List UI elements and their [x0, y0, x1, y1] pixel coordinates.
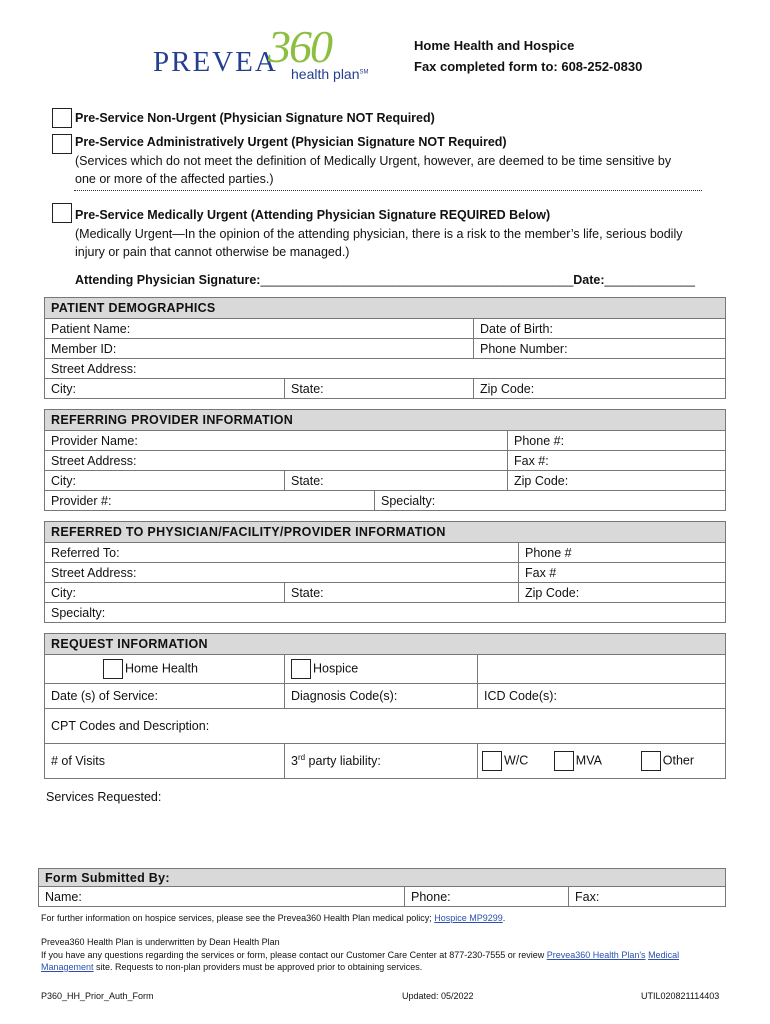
logo-number: 360	[268, 21, 331, 72]
submitter-phone-field[interactable]: Phone:	[405, 887, 569, 907]
medically-urgent-desc-2: injury or pain that cannot otherwise be managed.)	[75, 245, 350, 259]
home-health-option[interactable]: Home Health	[45, 655, 285, 684]
liability-options	[478, 744, 726, 779]
state-field[interactable]: State:	[285, 379, 474, 399]
admin-urgent-label: Pre-Service Administratively Urgent (Physician Signature NOT Required)	[75, 135, 507, 149]
provider-name-field[interactable]: Provider Name:	[45, 431, 508, 451]
referred-to-table	[44, 521, 726, 623]
dob-field[interactable]: Date of Birth:	[474, 319, 726, 339]
provider-specialty-field[interactable]: Specialty:	[375, 491, 726, 511]
hospice-checkbox[interactable]	[291, 659, 311, 679]
section-heading: PATIENT DEMOGRAPHICS	[45, 298, 726, 319]
form-id: P360_HH_Prior_Auth_Form	[41, 991, 154, 1001]
fax-instruction: Fax completed form to: 608-252-0830	[414, 59, 643, 74]
provider-city-field[interactable]: City:	[45, 471, 285, 491]
cpt-codes-field[interactable]: CPT Codes and Description:	[45, 709, 726, 744]
health-plan-link[interactable]: Prevea360 Health Plan's	[546, 950, 646, 960]
footer-contact-line: If you have any questions regarding the services or form, please contact our Customer Care Center at 877-230-7555 or review Prevea360 Health Plan's Medical	[41, 950, 680, 960]
visits-field[interactable]: # of Visits	[45, 744, 285, 779]
hospice-policy-link[interactable]: Hospice MP9299	[434, 913, 503, 923]
referred-phone-field[interactable]: Phone #	[519, 543, 726, 563]
footer-underwriter: Prevea360 Health Plan is underwritten by Dean Health Plan	[41, 937, 280, 947]
wc-label: W/C	[504, 753, 529, 768]
section-heading: REQUEST INFORMATION	[45, 634, 726, 655]
mva-checkbox[interactable]	[554, 751, 574, 771]
provider-phone-field[interactable]: Phone #:	[508, 431, 726, 451]
referred-zip-field[interactable]: Zip Code:	[519, 583, 726, 603]
zip-field[interactable]: Zip Code:	[474, 379, 726, 399]
wc-checkbox[interactable]	[482, 751, 502, 771]
form-code: UTIL020821114403	[641, 991, 720, 1001]
provider-number-field[interactable]: Provider #:	[45, 491, 375, 511]
provider-zip-field[interactable]: Zip Code:	[508, 471, 726, 491]
services-requested-label: Services Requested:	[46, 790, 162, 804]
admin-urgent-checkbox[interactable]	[52, 134, 72, 154]
submitter-fax-field[interactable]: Fax:	[569, 887, 726, 907]
non-urgent-label: Pre-Service Non-Urgent (Physician Signature NOT Required)	[75, 111, 435, 125]
referring-provider-table	[44, 409, 726, 511]
dotted-divider	[74, 190, 702, 191]
home-health-checkbox[interactable]	[103, 659, 123, 679]
referred-fax-field[interactable]: Fax #	[519, 563, 726, 583]
submitter-name-field[interactable]: Name:	[39, 887, 405, 907]
patient-name-field[interactable]: Patient Name:	[45, 319, 474, 339]
referred-to-field[interactable]: Referred To:	[45, 543, 519, 563]
phone-number-field[interactable]: Phone Number:	[474, 339, 726, 359]
logo-brand: PREVEA	[153, 46, 278, 78]
admin-urgent-desc-1: (Services which do not meet the definition of Medically Urgent, however, are deemed to be time sensitive by	[75, 154, 672, 168]
medically-urgent-checkbox[interactable]	[52, 203, 72, 223]
provider-fax-field[interactable]: Fax #:	[508, 451, 726, 471]
referred-street-field[interactable]: Street Address:	[45, 563, 519, 583]
updated-date: Updated: 05/2022	[402, 991, 474, 1001]
request-info-table	[44, 633, 726, 779]
referred-specialty-field[interactable]: Specialty:	[45, 603, 726, 623]
provider-street-field[interactable]: Street Address:	[45, 451, 508, 471]
member-id-field[interactable]: Member ID:	[45, 339, 474, 359]
admin-urgent-desc-2: one or more of the affected parties.)	[75, 172, 274, 186]
section-heading: REFERRING PROVIDER INFORMATION	[45, 410, 726, 431]
icd-codes-field[interactable]: ICD Code(s):	[478, 684, 726, 709]
service-dates-field[interactable]: Date (s) of Service:	[45, 684, 285, 709]
submitted-by-heading: Form Submitted By:	[39, 869, 726, 887]
medical-management-link[interactable]: Medical	[648, 950, 680, 960]
referred-city-field[interactable]: City:	[45, 583, 285, 603]
other-checkbox[interactable]	[641, 751, 661, 771]
other-label: Other	[662, 753, 695, 768]
section-heading: REFERRED TO PHYSICIAN/FACILITY/PROVIDER INFORMATION	[45, 522, 726, 543]
third-party-liability-label: 3rd party liability:	[285, 744, 478, 779]
mva-label: MVA	[575, 753, 602, 768]
footer-policy-note: For further information on hospice services, please see the Prevea360 Health Plan medical policy; Hospice MP9299.	[41, 913, 506, 923]
footer-contact-line-2: Management site. Requests to non-plan providers must be approved prior to obtaining services.	[41, 962, 423, 972]
provider-state-field[interactable]: State:	[285, 471, 508, 491]
management-link[interactable]: Management	[41, 962, 94, 972]
diagnosis-codes-field[interactable]: Diagnosis Code(s):	[285, 684, 478, 709]
street-address-field[interactable]: Street Address:	[45, 359, 726, 379]
city-field[interactable]: City:	[45, 379, 285, 399]
medically-urgent-label: Pre-Service Medically Urgent (Attending Physician Signature REQUIRED Below)	[75, 208, 551, 222]
referred-state-field[interactable]: State:	[285, 583, 519, 603]
medically-urgent-desc-1: (Medically Urgent—In the opinion of the attending physician, there is a risk to the member’s life, serious bodily	[75, 227, 683, 241]
logo-subtitle: health plan℠	[291, 66, 369, 82]
hospice-option[interactable]: Hospice	[285, 655, 478, 684]
form-title: Home Health and Hospice	[414, 38, 575, 53]
patient-demographics-table	[44, 297, 726, 399]
non-urgent-checkbox[interactable]	[52, 108, 72, 128]
submitted-by-table	[38, 868, 726, 907]
physician-signature-line[interactable]: Attending Physician Signature:_____________________________________________Date:_____________	[75, 273, 695, 287]
